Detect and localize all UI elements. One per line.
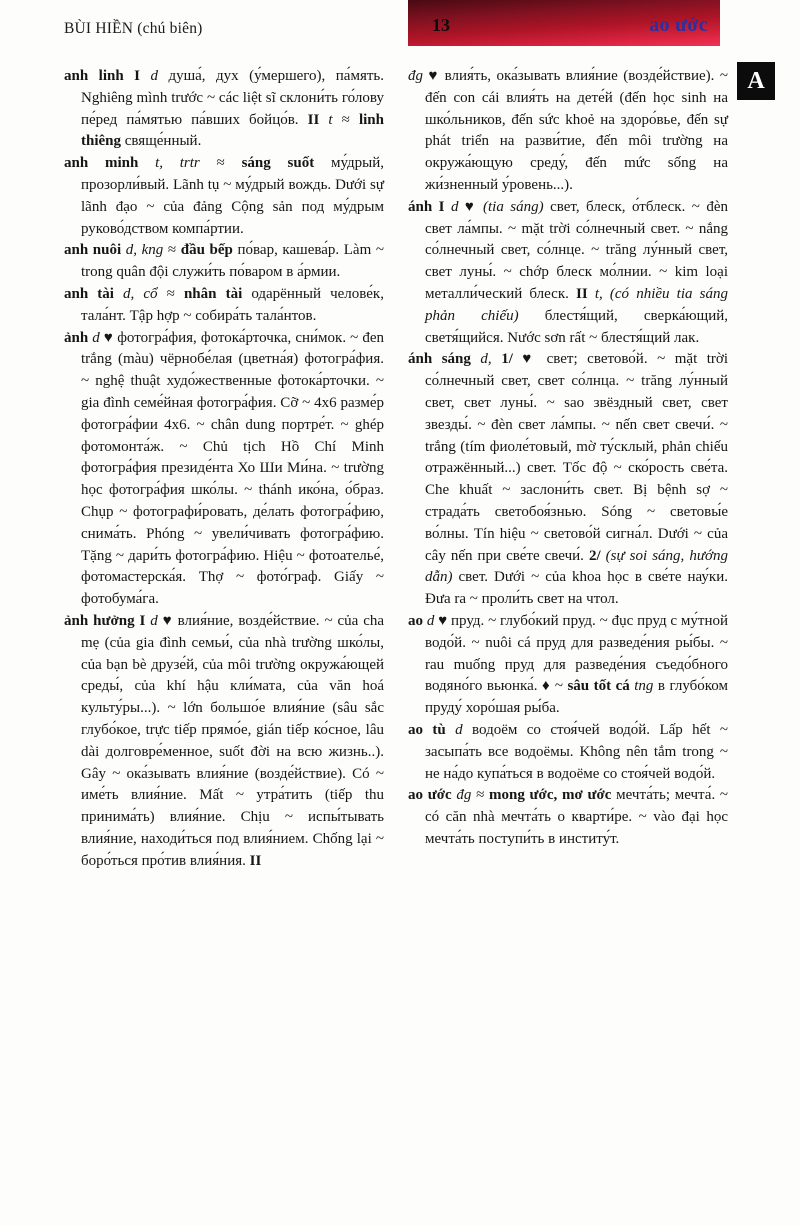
italic-text-run: t (328, 111, 342, 128)
bold-text-run: mong ước, mơ ước (489, 787, 617, 804)
text-run: душа́, дух (у́мершего), па́мять. Nghiêng mình trước ~ các liệt sĩ склони́ть го́лову пе́ред па́мятью па́вших бойцо́в. (81, 68, 385, 128)
text-run: ≈ (341, 111, 359, 128)
bold-text-run: II (576, 285, 595, 302)
bold-text-run: linh thiêng (81, 111, 384, 150)
bold-text-run: ao (408, 612, 427, 629)
dictionary-entry (408, 611, 728, 720)
text-run: ≈ (476, 787, 490, 804)
italic-text-run: t, trtr (155, 155, 217, 172)
dictionary-entry (64, 611, 384, 873)
dictionary-entry (408, 197, 728, 350)
dictionary-body (64, 66, 728, 872)
bold-text-run: anh nuôi (64, 242, 126, 259)
text-run: ♥ свет; светово́й. ~ mặt trời со́лнечный свет, свет со́лнца. ~ trăng лу́нный свет, свет луны́. ~ sao звёздный свет, свет звезды́. ~ đèn свет ла́мпы. ~ nến свет свечи́. ~ trắng (tím фиоле́товый, mờ ту́склый, phản chiếu отражённый...) свет. Tốc độ ~ ско́рость све́та. Che khuất ~ заслони́ть свет. Bị bệnh sợ ~ страда́ть светобоя́знью. Sóng ~ световы́е во́лны. Tín hiệu ~ светово́й сигна́л. Dưới ~ của cây nến при све́те свечи́. (425, 351, 729, 564)
dictionary-entry (64, 328, 384, 611)
italic-text-run: d (455, 721, 473, 738)
bold-text-run: đầu bếp (180, 242, 238, 259)
bold-text-run: ánh I (408, 198, 451, 215)
entry-continuation (408, 66, 728, 197)
text-run: ≈ (167, 242, 181, 259)
text-run: блестя́щий, сверка́ющий, светя́щийся. Nước sơn rất ~ блестя́щий лак. (425, 307, 728, 346)
text-run: свет, блеск, о́тблеск. ~ đèn свет ла́мпы. ~ mặt trời со́лнечный свет. ~ nắng со́лнечный свет, со́лнце. ~ trăng лу́нный свет, свет луны́. ~ chớp блеск мо́лнии. ~ kim loại металли́ческий блеск. (425, 198, 729, 302)
bold-text-run: ảnh (64, 329, 93, 346)
text-run: в глубо́ком пруду́ хоро́шая ры́ба. (425, 678, 728, 717)
bold-text-run: ảnh hưởng I (64, 612, 151, 629)
header-banner (408, 0, 720, 46)
italic-text-run: (sự soi sáng, hướng dẫn) (425, 547, 729, 586)
text-run: одарённый челове́к, тала́нт. Tập hợp ~ собира́ть тала́нтов. (81, 285, 384, 324)
section-letter-tab: A (737, 62, 775, 100)
bold-text-run: anh minh (64, 155, 156, 172)
dictionary-entry (408, 349, 728, 611)
bold-text-run: II (249, 852, 262, 869)
left-column (64, 66, 384, 872)
bold-text-run: ao tù (408, 721, 456, 738)
text-run: водоём со стоя́чей водо́й. Lấp hết ~ засыпа́ть все водоёмы. Không nên tắm trong ~ не на́до купа́ться в водоёме со стоя́чей водо́й. (425, 721, 728, 782)
text-run: му́дрый, прозорли́вый. Lãnh tụ ~ му́дрый вождь. Dưới sự lãnh đạo ~ của đảng Cộng sản под му́дрым руково́дством компа́ртии. (81, 155, 384, 237)
dictionary-entry (64, 240, 384, 284)
text-run: ♥ влия́ние, возде́йствие. ~ của cha mẹ (của gia đình семьи́, của nhà trường шко́лы, của bạn bè друзе́й, của môi trường окружа́ющей среды́, của khí hậu кли́мата, của văn hoá культу́ры...). ~ lớn большо́е влия́ние (sâu sắc глубо́кое, trực tiếp прямо́е, gián tiếp ко́сное, lâu dài долговре́менное, suốt đời на всю жизнь..). Gây ~ ока́зывать влия́ние (возде́йствие). Có ~ име́ть влия́ние. Mất ~ утра́тить (tiếp thu принима́ть) влия́ние. Chịu ~ испы́тывать влия́ние, находи́ться под влия́нием. Chống lại ~ боро́ться про́тив влия́ния. (81, 612, 385, 869)
italic-text-run: d (426, 612, 439, 629)
text-run: свет. Dưới ~ của khoa học в све́те нау́ки. Đưa ra ~ проли́ть свет на чтол. (425, 569, 729, 608)
text-run: мечта́ть; мечта́. ~ có căn nhà мечта́ть о кварти́ре. ~ vào đại học мечта́ть поступи́ть в институ́т. (425, 787, 729, 847)
right-column (408, 66, 728, 872)
italic-text-run: đg (408, 68, 429, 84)
italic-text-run: d (150, 612, 163, 629)
bold-text-run: ánh sáng (408, 351, 481, 368)
dictionary-entry (64, 284, 384, 328)
italic-text-run: d, cổ (123, 285, 167, 302)
bold-text-run: nhân tài (183, 285, 252, 302)
italic-text-run: đg (456, 787, 477, 804)
bold-text-run: anh tài (64, 285, 124, 302)
text-run: ♥ влия́ть, ока́зывать влия́ние (возде́йствие). ~ đến con cái влия́ть на дете́й (đến học sinh на шко́льников, đến sức khoẻ на здоро́вье, đến sự phát triển на разви́тие, đến môi trường на окружа́ющую среду́, đến mức sống на жи́зненный у́ровень...). (425, 68, 729, 193)
page-number: 13 (432, 14, 450, 35)
text-run: ≈ (166, 285, 184, 302)
bold-text-run: anh linh I (64, 68, 151, 84)
italic-text-run: d (450, 198, 465, 215)
italic-text-run: d, kng (125, 242, 168, 259)
guide-word: ao ước (649, 13, 708, 36)
italic-text-run: (tia sáng) (483, 198, 551, 215)
italic-text-run: d (150, 68, 169, 84)
text-run: свяще́нный. (121, 133, 202, 150)
dictionary-entry (64, 66, 384, 153)
italic-text-run: t, (có nhiều tia sáng phản chiếu) (425, 285, 728, 324)
bold-text-run: 1/ (501, 351, 523, 368)
dictionary-entry (64, 153, 384, 240)
bold-text-run: sâu tốt cá (567, 678, 635, 695)
italic-text-run: d, (480, 351, 502, 368)
bold-text-run: II (307, 111, 329, 128)
dictionary-entry (408, 720, 728, 785)
text-run: ♥ (464, 198, 484, 215)
text-run: ≈ (216, 155, 242, 172)
bold-text-run: sáng suốt (241, 155, 331, 172)
dictionary-entry (408, 785, 728, 850)
text-run: по́вар, кашева́р. Làm ~ trong quân đội служи́ть по́варом в а́рмии. (81, 242, 384, 281)
italic-text-run: d (92, 329, 104, 346)
bold-text-run: ao ước (408, 787, 457, 804)
bold-text-run: 2/ (588, 547, 606, 564)
text-run: ♥ пруд. ~ глубо́кий пруд. ~ đục пруд с му́тной водо́й. ~ nuôi cá пруд для разведе́ния ры́бы. ~ rau muống пруд для разведе́ния съедо́бного водяно́го вьюнка́. ♦ ~ (425, 612, 729, 695)
text-run: ♥ фотогра́фия, фотока́рточка, сни́мок. ~ đen trắng (màu) чёрнобе́лая (цветна́я) фотогра́фия. ~ nghệ thuật худо́жественные фотока́рточки. ~ gia đình семе́йная фотогра́фия. Cỡ ~ 4x6 разме́р фотогра́фии 4x6. ~ chân dung портре́т. ~ ghép фотомонта́ж. ~ Chủ tịch Hồ Chí Minh фотогра́фия президе́нта Хо Ши Ми́на. ~ trường học фотогра́фия шко́лы. ~ thánh ико́на, о́браз. Chụp ~ фотографи́ровать, де́лать фотогра́фию, снима́ть. Phóng ~ увели́чивать фотогра́фию. Tặng ~ дари́ть фотогра́фию. Hiệu ~ фотоателье́, фотомастерска́я. Thợ ~ фото́граф. Giấy ~ фотобума́га. (81, 329, 385, 608)
italic-text-run: tng (634, 678, 658, 695)
editor-credit: BÙI HIỀN (chú biên) (64, 20, 203, 37)
